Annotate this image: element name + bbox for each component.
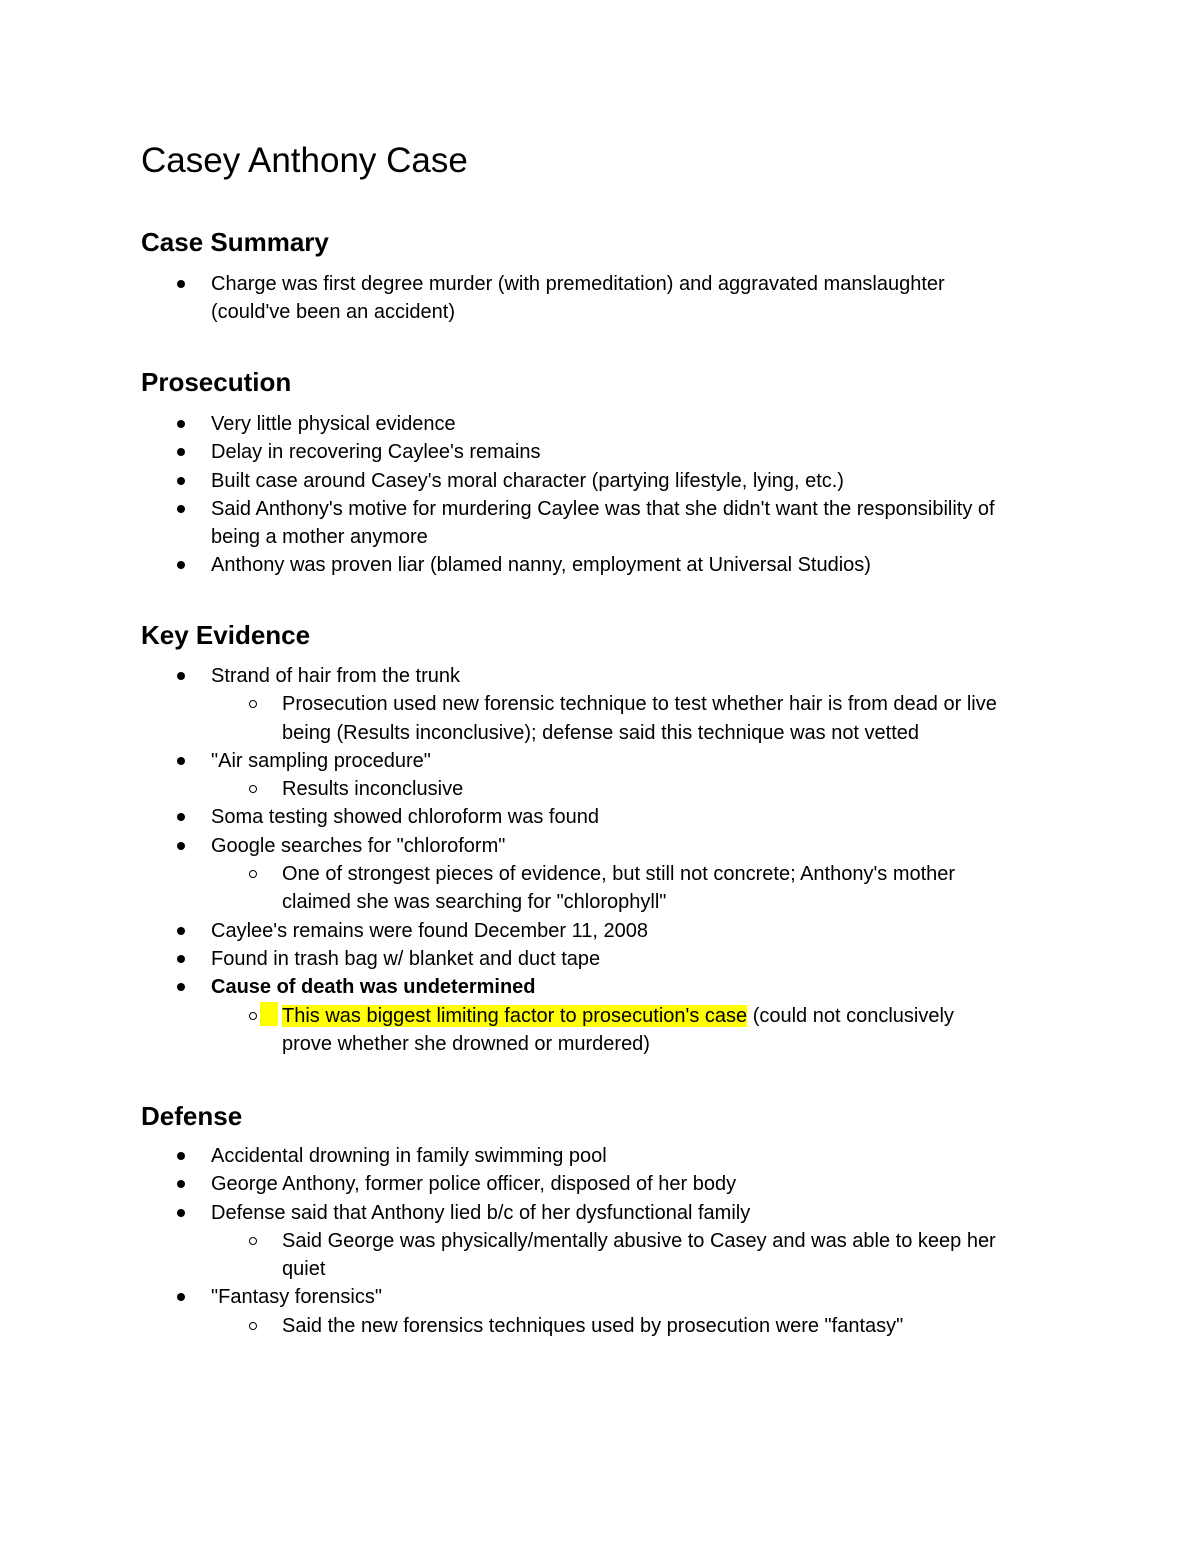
- list-item: [0, 1283, 996, 1311]
- list-item-text: George Anthony, former police officer, disposed of her body: [211, 1173, 737, 1196]
- list-item: [0, 551, 995, 579]
- list-item-text: being (Results inconclusive); defense said this technique was not vetted: [282, 721, 920, 744]
- list-item-text: Delay in recovering Caylee's remains: [211, 441, 541, 464]
- bullet-filled-icon: [177, 842, 185, 850]
- list-item: [0, 410, 995, 438]
- list-item: [0, 747, 997, 775]
- list-item-text: Anthony was proven liar (blamed nanny, employment at Universal Studios): [211, 554, 871, 577]
- list-item: [0, 973, 997, 1001]
- case-summary-list: [0, 270, 945, 327]
- list-item: [0, 495, 995, 552]
- bullet-filled-icon: [177, 477, 185, 485]
- list-item-text: (could not conclusively: [747, 1004, 954, 1027]
- list-item-text: Very little physical evidence: [211, 413, 456, 435]
- list-item-text: Built case around Casey's moral character (partying lifestyle, lying, etc.): [211, 469, 844, 492]
- list-item: [0, 270, 945, 327]
- list-item: [0, 662, 997, 690]
- bullet-filled-icon: [177, 561, 185, 569]
- list-item-text: prove whether she drowned or murdered): [282, 1032, 650, 1055]
- list-item-text: One of strongest pieces of evidence, but still not concrete; Anthony's mother: [282, 863, 956, 886]
- bullet-filled-icon: [177, 672, 185, 680]
- list-item-text: Found in trash bag w/ blanket and duct tape: [211, 947, 601, 970]
- bullet-hollow-icon: [249, 1012, 257, 1020]
- list-item: [0, 1170, 996, 1198]
- list-item-text: Google searches for "chloroform": [211, 834, 506, 857]
- list-item-text: "Air sampling procedure": [211, 749, 431, 772]
- heading-defense: Defense: [141, 1101, 243, 1131]
- bullet-filled-icon: [177, 983, 185, 991]
- list-item-text: quiet: [282, 1258, 326, 1281]
- list-item: [0, 467, 995, 495]
- document-title: Casey Anthony Case: [141, 141, 468, 180]
- bullet-filled-icon: [177, 1209, 185, 1217]
- bullet-hollow-icon: [249, 785, 257, 793]
- list-item-text: "Fantasy forensics": [211, 1286, 382, 1309]
- heading-case-summary: Case Summary: [141, 227, 329, 257]
- highlight-lead: [260, 1002, 278, 1026]
- bullet-filled-icon: [177, 927, 185, 935]
- bullet-filled-icon: [177, 757, 185, 765]
- bullet-filled-icon: [177, 1152, 185, 1160]
- sub-list-item: [0, 860, 997, 917]
- prosecution-list: [0, 410, 995, 580]
- bullet-filled-icon: [177, 1180, 185, 1188]
- bullet-filled-icon: [177, 813, 185, 821]
- list-item-text: Strand of hair from the trunk: [211, 665, 461, 687]
- bullet-hollow-icon: [249, 1322, 257, 1330]
- list-item-text: Results inconclusive: [282, 778, 464, 801]
- list-item-text-bold: Cause of death was undetermined: [211, 976, 536, 999]
- list-item-text: Said Anthony's motive for murdering Caylee was that she didn't want the responsibility of: [211, 497, 995, 520]
- list-item: [0, 832, 997, 860]
- defense-list: [0, 1142, 996, 1340]
- bullet-filled-icon: [177, 1293, 185, 1301]
- list-item-text: Said the new forensics techniques used by prosecution were "fantasy": [282, 1314, 904, 1337]
- list-item-text: claimed she was searching for "chlorophyll": [282, 891, 667, 914]
- list-item: [0, 1142, 996, 1170]
- bullet-hollow-icon: [249, 1237, 257, 1245]
- highlighted-text: This was biggest limiting factor to prosecution's case: [282, 1004, 748, 1027]
- list-item: [0, 917, 997, 945]
- heading-prosecution: Prosecution: [141, 367, 292, 397]
- bullet-filled-icon: [177, 448, 185, 456]
- bullet-filled-icon: [177, 505, 185, 513]
- sub-list-item: [0, 1312, 996, 1340]
- list-item-text: Accidental drowning in family swimming pool: [211, 1145, 607, 1167]
- heading-key-evidence: Key Evidence: [141, 620, 311, 650]
- bullet-hollow-icon: [249, 700, 257, 708]
- list-item: [0, 438, 995, 466]
- sub-list-item: [0, 775, 997, 803]
- list-item: [0, 1199, 996, 1227]
- list-item: [0, 803, 997, 831]
- sub-list-item: [0, 1227, 996, 1284]
- bullet-filled-icon: [177, 280, 185, 288]
- list-item-text: Charge was first degree murder (with premeditation) and aggravated manslaughter: [211, 273, 945, 295]
- list-item: [0, 945, 997, 973]
- list-item-text: Said George was physically/mentally abusive to Casey and was able to keep her: [282, 1229, 996, 1252]
- list-item-text: being a mother anymore: [211, 526, 428, 549]
- sub-list-item: [0, 690, 997, 747]
- key-evidence-list: [0, 662, 997, 1058]
- list-item-text: Soma testing showed chloroform was found: [211, 806, 599, 829]
- bullet-hollow-icon: [249, 870, 257, 878]
- sub-list-item-highlighted: [0, 1002, 997, 1059]
- list-item-text: Prosecution used new forensic technique to test whether hair is from dead or live: [282, 693, 997, 716]
- list-item-text: Caylee's remains were found December 11, 2008: [211, 919, 649, 942]
- list-item-text: (could've been an accident): [211, 301, 455, 324]
- bullet-filled-icon: [177, 420, 185, 428]
- list-item-text: Defense said that Anthony lied b/c of her dysfunctional family: [211, 1201, 751, 1224]
- bullet-filled-icon: [177, 955, 185, 963]
